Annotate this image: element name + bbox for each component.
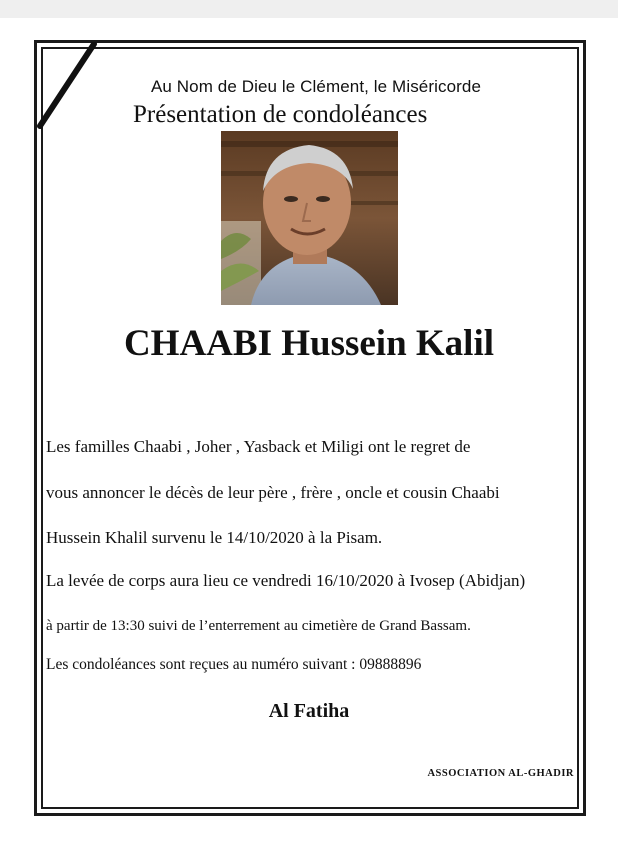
announcement-line: Les condoléances sont reçues au numéro suivant : 09888896 [46, 656, 422, 673]
invocation-text: Au Nom de Dieu le Clément, le Miséricorde [150, 77, 482, 96]
top-bar [0, 0, 618, 18]
deceased-name: CHAABI Hussein Kalil [123, 323, 495, 364]
signature-association: ASSOCIATION AL-GHADIR [427, 768, 574, 779]
announcement-line: Les familles Chaabi , Joher , Yasback et Miligi ont le regret de [46, 437, 471, 456]
closing-prayer: Al Fatiha [268, 700, 350, 722]
announcement-line: La levée de corps aura lieu ce vendredi 16/10/2020 à Ivosep (Abidjan) [46, 571, 526, 590]
announcement-line: à partir de 13:30 suivi de l’enterrement au cimetière de Grand Bassam. [46, 618, 471, 634]
page-title: Présentation de condoléances [133, 101, 428, 128]
portrait-photo [221, 131, 398, 305]
announcement-line: vous annoncer le décès de leur père , frère , oncle et cousin Chaabi [46, 483, 500, 502]
announcement-line: Hussein Khalil survenu le 14/10/2020 à la Pisam. [46, 528, 383, 547]
